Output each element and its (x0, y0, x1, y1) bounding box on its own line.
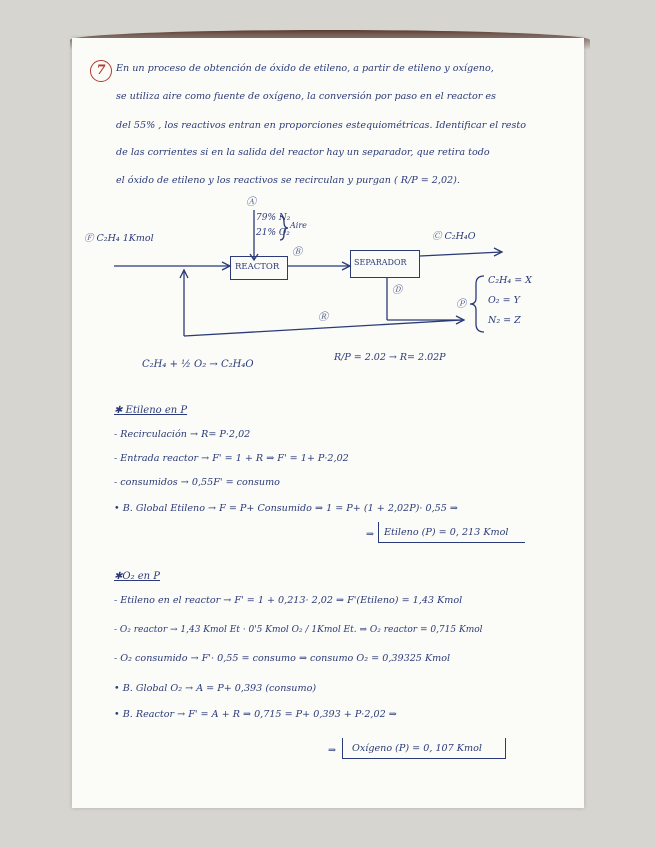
process-flow-diagram (72, 38, 584, 358)
ratio-relation: R/P = 2.02 → R= 2.02P (334, 352, 446, 363)
problem-number: 7 (90, 60, 112, 82)
intro-line-5: el óxido de etileno y los reactivos se recirculan y purgan ( R/P = 2,02). (116, 175, 460, 186)
ethylene-result: Etileno (P) = 0, 213 Kmol (384, 527, 509, 538)
air-o2-label: 21% O₂ (256, 228, 290, 238)
oxygen-heading: ✱O₂ en P (114, 571, 161, 582)
stream-d-label: Ⓓ (392, 285, 402, 296)
intro-line-1: En un proceso de obtención de óxido de etileno, a partir de etileno y oxígeno, (116, 63, 494, 74)
oxygen-result: Oxígeno (P) = 0, 107 Kmol (352, 743, 482, 754)
oxygen-line-4: • B. Global O₂ → A = P+ 0,393 (consumo) (114, 683, 317, 694)
ethylene-line-2: - Entrada reactor → F' = 1 + R ⇒ F' = 1+ P·2,02 (114, 453, 349, 464)
intro-line-3: del 55% , los reactivos entran en proporciones estequiométricas. Identificar el resto (116, 120, 527, 131)
oxygen-line-5: • B. Reactor → F' = A + R ⇒ 0,715 = P+ 0,393 + P·2,02 ⇒ (114, 709, 397, 720)
purge-o2: O₂ = Y (488, 295, 520, 306)
ethylene-line-1: - Recirculación → R= P·2,02 (114, 429, 251, 440)
ethylene-result-arrow: ⇒ (366, 529, 375, 540)
intro-line-4: de las corrientes si en la salida del reactor hay un separador, que retira todo (116, 147, 490, 158)
oxygen-line-2: - O₂ reactor → 1,43 Kmol Et · 0'5 Kmol O₂ / 1Kmol Et. ⇒ O₂ reactor = 0,715 Kmol (114, 625, 483, 635)
stream-r-label: Ⓡ (318, 312, 328, 323)
purge-n2: N₂ = Z (488, 315, 521, 326)
ethylene-heading: ✱ Etileno en P (114, 405, 188, 416)
intro-line-2: se utiliza aire como fuente de oxígeno, la conversión por paso en el reactor es (116, 91, 496, 102)
stream-p-label: Ⓟ (456, 299, 466, 310)
feed-label: Ⓕ C₂H₄ 1Kmol (84, 233, 154, 244)
oxygen-result-arrow: ⇒ (328, 745, 337, 756)
stream-a-label: Ⓐ (246, 197, 256, 208)
notebook-page (72, 38, 584, 808)
air-n2-label: 79% N₂ (256, 213, 291, 223)
ethylene-line-4: • B. Global Etileno → F = P+ Consumido ⇒ 1 = P+ (1 + 2,02P)· 0,55 ⇒ (114, 503, 458, 514)
product-label: Ⓒ C₂H₄O (432, 231, 476, 242)
reaction-equation: C₂H₄ + ½ O₂ → C₂H₄O (142, 359, 254, 370)
separator-label: SEPARADOR (354, 258, 407, 267)
reactor-label: REACTOR (235, 262, 280, 272)
ethylene-line-3: - consumidos → 0,55F' = consumo (114, 477, 280, 488)
purge-c2h4: C₂H₄ = X (488, 275, 532, 286)
oxygen-line-3: - O₂ consumido → F'· 0,55 = consumo ⇒ consumo O₂ = 0,39325 Kmol (114, 653, 451, 664)
air-label: Aire (290, 221, 307, 230)
oxygen-line-1: - Etileno en el reactor → F' = 1 + 0,213· 2,02 ⇒ F'(Etileno) = 1,43 Kmol (114, 595, 463, 606)
stream-b-label: Ⓑ (292, 247, 302, 258)
